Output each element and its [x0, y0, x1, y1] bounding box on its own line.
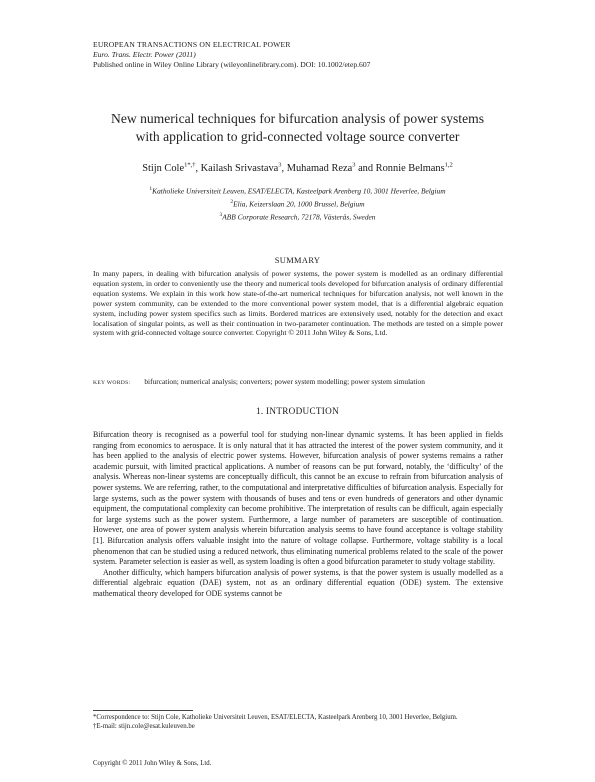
paper-title	[60, 110, 535, 146]
footnote-rule	[93, 710, 193, 711]
title-line-2: with application to grid-connected voltage source converter	[135, 129, 460, 144]
title-line-1: New numerical techniques for bifurcation analysis of power systems	[111, 111, 484, 126]
journal-abbreviation: Euro. Trans. Electr. Power (2011)	[93, 50, 196, 59]
affiliations	[60, 184, 535, 223]
author-separator: ,	[281, 163, 287, 175]
keywords-label: KEY WORDS:	[93, 380, 131, 386]
author	[201, 163, 287, 174]
paragraph: Bifurcation theory is recognised as a powerful tool for studying non-linear dynamic systems. It has been applied in fields ranging from economics to aerospace. It is only natural that it has attracted the interest of the power system community, and it has been applied to the analysis of electric power systems. However, bifurcation analysis of power systems remains a rather academic pursuit, with limited practical applications. A number of reasons can be put forward, notably, the ‘difficulty’ of the analysis. Whereas non-linear systems are conceptually difficult, this cannot be an excuse to refrain from bifurcation analysis of power systems. We are referring, rather, to the computational and interpretative difficulties of bifurcation analysis. Especially for large systems, such as the power system with thousands of buses and tens or even hundreds of generators and other dynamic equipment, the computational complexity can become prohibitive. The interpretation of results can be difficult, again especially for large systems such as the power system. Furthermore, a large number of parameters are susceptible of continuation. However, one area of power system analysis wherein bifurcation analysis seems to have found acceptance is voltage stability [1]. Bifurcation analysis offers valuable insight into the nature of voltage collapse. Furthermore, voltage stability is a local phenomenon that can be studied using a reduced network, thus eliminating numerical problems related to the scale of the power system. Parameter selection is easier as well, as system loading is often a good bifurcation parameter to study voltage stability.	[93, 430, 503, 567]
author	[142, 163, 200, 174]
author-superscript: 3	[278, 162, 282, 169]
author-superscript: 3	[352, 162, 356, 169]
summary-text: In many papers, in dealing with bifurcation analysis of power systems, the power system is modelled as an ordinary differential equation system, in order to conveniently use the theory and numerical tools developed for bifurcation analysis of ordinary differential equation systems. We explain in this work how state-of-the-art numerical techniques for bifurcation analysis, not well known in the power system community, can be extended to the more conventional power system model, that is a differential algebraic equation system, including power system specifics such as limits. Bordered matrices are extensively used, notably for the detection and exact localisation of singular points, as well as their continuation in two-parameter continuation. The methods are tested on a simple power system with grid-connected voltage source converter. Copyright © 2011 John Wiley & Sons, Ltd.	[93, 269, 503, 338]
footnote-email: †E-mail: stijn.cole@esat.kuleuven.be	[93, 723, 195, 730]
author-superscript: 1*,†	[184, 162, 196, 169]
author-separator: and	[355, 163, 376, 175]
affiliation-text: Katholieke Universiteit Leuven, ESAT/ELECTA, Kasteelpark Arenberg 10, 3001 Heverlee, Belgium	[152, 186, 446, 196]
affiliation-number: 3	[219, 211, 223, 218]
affiliation-text: Elia, Keizerslaan 20, 1000 Brussel, Belgium	[233, 199, 365, 209]
summary-heading: SUMMARY	[274, 256, 321, 265]
affiliation	[60, 197, 535, 210]
keywords-text: bifurcation; numerical analysis; converters; power system modelling; power system simulation	[144, 377, 425, 386]
affiliation-text: ABB Corporate Research, 72178, Västerås, Sweden	[222, 212, 376, 222]
author	[376, 163, 453, 174]
author-name: Ronnie Belmans	[375, 163, 445, 175]
author-list	[60, 162, 535, 174]
affiliation	[60, 210, 535, 223]
author	[287, 163, 376, 174]
author-name: Muhamad Reza	[286, 163, 353, 175]
introduction-body	[93, 430, 503, 600]
affiliation-number: 1	[149, 186, 153, 192]
copyright-notice: Copyright © 2011 John Wiley & Sons, Ltd.	[93, 760, 212, 767]
paragraph: Another difficulty, which hampers bifurcation analysis of power systems, is that the power system is usually modelled as a differential algebraic equation (DAE) system, not as an ordinary differential equation (ODE) system. The extensive mathematical theory developed for ODE systems cannot be	[93, 567, 503, 598]
footnotes	[93, 713, 503, 731]
affiliation-number: 2	[230, 198, 234, 205]
keywords	[93, 377, 513, 386]
author-separator: ,	[195, 163, 201, 175]
footnote-correspondence: *Correspondence to: Stijn Cole, Katholieke Universiteit Leuven, ESAT/ELECTA, Kasteelpark Arenberg 10, 3001 Heverlee, Belgium.	[93, 714, 458, 721]
journal-name: EUROPEAN TRANSACTIONS ON ELECTRICAL POWER	[93, 40, 291, 49]
section-heading-introduction: 1. INTRODUCTION	[255, 406, 340, 416]
journal-masthead	[93, 40, 370, 70]
author-name: Kailash Srivastava	[200, 163, 279, 175]
affiliation	[60, 184, 535, 197]
author-name: Stijn Cole	[142, 163, 185, 175]
author-superscript: 1,2	[444, 162, 453, 169]
publication-info: Published online in Wiley Online Library (wileyonlinelibrary.com). DOI: 10.1002/etep.607	[93, 60, 371, 69]
